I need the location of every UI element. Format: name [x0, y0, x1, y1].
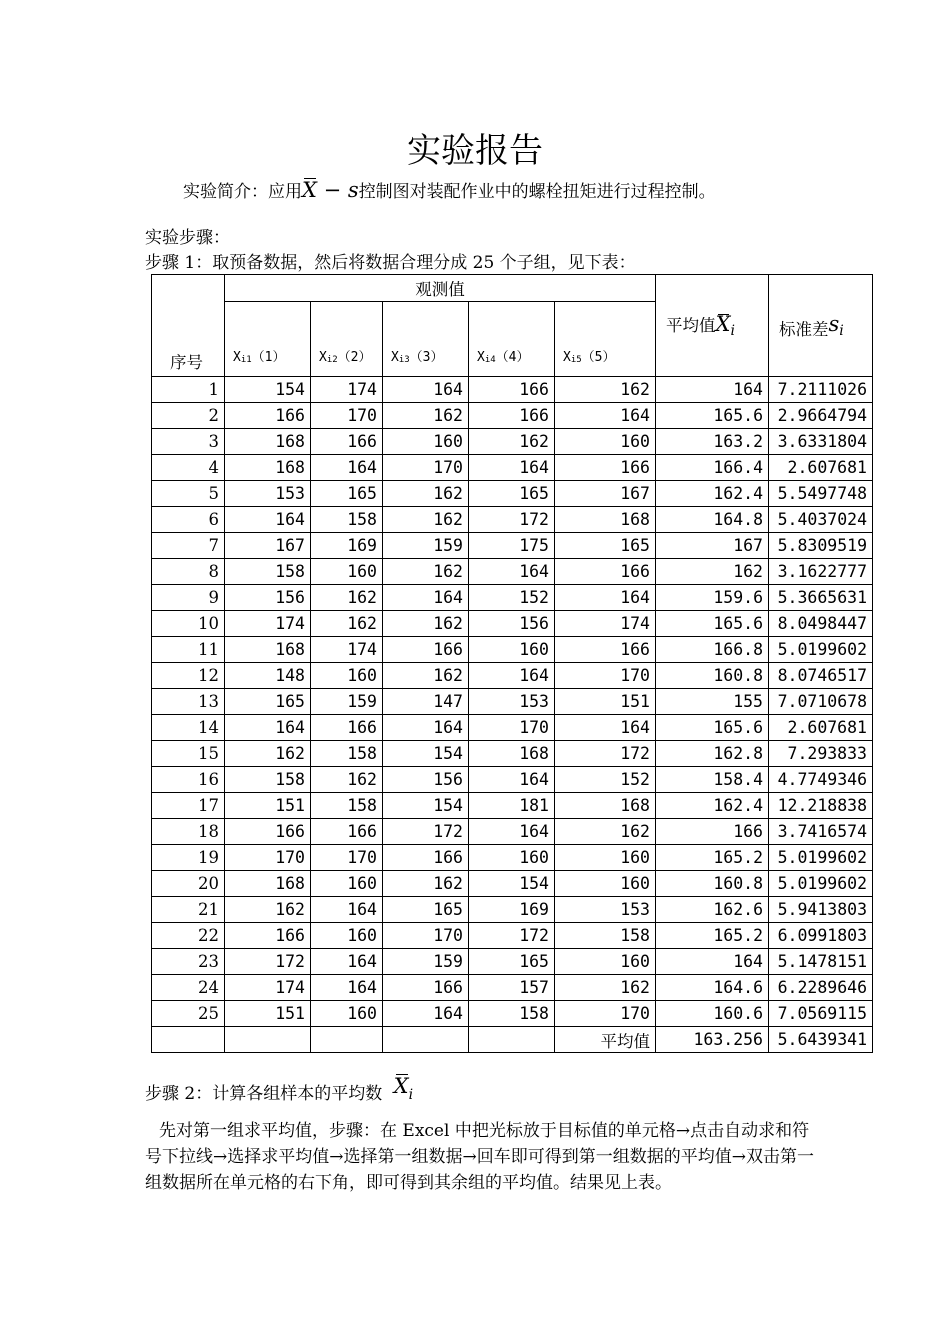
cell-std: 5.1478151 [769, 949, 873, 975]
cell-seq: 20 [152, 871, 225, 897]
cell-x5: 164 [555, 585, 656, 611]
table-row [152, 533, 873, 559]
cell-x2: 170 [311, 403, 383, 429]
cell-x3: 164 [383, 377, 469, 403]
cell-x3: 162 [383, 403, 469, 429]
cell-seq: 12 [152, 663, 225, 689]
header-mean [656, 275, 769, 377]
cell-seq: 5 [152, 481, 225, 507]
cell-x4: 154 [469, 871, 555, 897]
cell-x4: 158 [469, 1001, 555, 1027]
cell-std: 7.293833 [769, 741, 873, 767]
cell-x5: 170 [555, 1001, 656, 1027]
cell-seq: 7 [152, 533, 225, 559]
cell-x5: 162 [555, 819, 656, 845]
cell-x2: 162 [311, 611, 383, 637]
cell-x5: 160 [555, 871, 656, 897]
table-row [152, 819, 873, 845]
header-mean-symbol: X [715, 312, 731, 336]
header-col-label: （2） [337, 350, 372, 365]
cell-x1: 170 [225, 845, 311, 871]
header-seq: 序号 [152, 275, 225, 377]
footer-empty-1 [152, 1027, 225, 1053]
cell-std: 7.2111026 [769, 377, 873, 403]
table-row [152, 871, 873, 897]
cell-x4: 164 [469, 663, 555, 689]
cell-std: 5.8309519 [769, 533, 873, 559]
cell-x4: 164 [469, 767, 555, 793]
table-row [152, 611, 873, 637]
header-mean-label: 平均值 [666, 316, 716, 335]
cell-x5: 160 [555, 845, 656, 871]
cell-x1: 168 [225, 871, 311, 897]
cell-x3: 154 [383, 741, 469, 767]
cell-x1: 162 [225, 741, 311, 767]
footer-empty-3 [311, 1027, 383, 1053]
table-row [152, 897, 873, 923]
cell-x1: 148 [225, 663, 311, 689]
cell-mean: 163.2 [656, 429, 769, 455]
cell-x5: 166 [555, 455, 656, 481]
cell-x2: 158 [311, 741, 383, 767]
cell-x1: 162 [225, 897, 311, 923]
cell-x2: 174 [311, 637, 383, 663]
table-row [152, 689, 873, 715]
cell-x4: 164 [469, 559, 555, 585]
step1-text: 步骤 1：取预备数据，然后将数据合理分成 25 个子组，见下表： [145, 253, 636, 273]
cell-mean: 160.8 [656, 663, 769, 689]
cell-x1: 164 [225, 715, 311, 741]
cell-x2: 159 [311, 689, 383, 715]
cell-x1: 153 [225, 481, 311, 507]
table-row [152, 741, 873, 767]
header-col-x: X [233, 350, 241, 365]
table-row [152, 949, 873, 975]
cell-x2: 164 [311, 949, 383, 975]
cell-seq: 1 [152, 377, 225, 403]
cell-seq: 15 [152, 741, 225, 767]
cell-std: 8.0498447 [769, 611, 873, 637]
cell-x1: 151 [225, 1001, 311, 1027]
cell-x4: 153 [469, 689, 555, 715]
step2-symbol: X [393, 1074, 409, 1098]
cell-x2: 169 [311, 533, 383, 559]
cell-mean: 165.2 [656, 923, 769, 949]
cell-seq: 11 [152, 637, 225, 663]
cell-x2: 160 [311, 1001, 383, 1027]
cell-seq: 23 [152, 949, 225, 975]
cell-seq: 19 [152, 845, 225, 871]
cell-mean: 160.8 [656, 871, 769, 897]
step2-text: 步骤 2：计算各组样本的平均数 [145, 1084, 383, 1104]
cell-x2: 165 [311, 481, 383, 507]
header-std-index: i [839, 322, 844, 339]
cell-x1: 168 [225, 455, 311, 481]
cell-x1: 174 [225, 975, 311, 1001]
cell-x2: 170 [311, 845, 383, 871]
footer-mean: 163.256 [656, 1027, 769, 1053]
cell-std: 2.607681 [769, 455, 873, 481]
cell-x3: 159 [383, 533, 469, 559]
step2-index: i [408, 1087, 414, 1103]
cell-x3: 162 [383, 481, 469, 507]
cell-x4: 181 [469, 793, 555, 819]
cell-x2: 166 [311, 819, 383, 845]
cell-std: 5.3665631 [769, 585, 873, 611]
cell-mean: 165.2 [656, 845, 769, 871]
table-row [152, 429, 873, 455]
formula-xbar: X [302, 178, 317, 202]
cell-mean: 164 [656, 949, 769, 975]
cell-std: 5.0199602 [769, 871, 873, 897]
cell-x2: 166 [311, 429, 383, 455]
table-row [152, 403, 873, 429]
cell-x2: 158 [311, 507, 383, 533]
table-row [152, 975, 873, 1001]
cell-x3: 162 [383, 559, 469, 585]
table-row [152, 715, 873, 741]
header-col-sub: i5 [570, 355, 582, 365]
cell-mean: 158.4 [656, 767, 769, 793]
cell-x1: 164 [225, 507, 311, 533]
cell-x2: 166 [311, 715, 383, 741]
cell-x4: 160 [469, 845, 555, 871]
cell-std: 6.0991803 [769, 923, 873, 949]
cell-x3: 159 [383, 949, 469, 975]
cell-x4: 160 [469, 637, 555, 663]
cell-std: 7.0569115 [769, 1001, 873, 1027]
cell-x1: 158 [225, 767, 311, 793]
header-col-2 [311, 302, 383, 377]
cell-x5: 160 [555, 949, 656, 975]
formula-s: s [347, 178, 359, 202]
cell-x2: 160 [311, 871, 383, 897]
header-std-label: 标准差 [779, 319, 829, 339]
explanation-text: 先对第一组求平均值，步骤：在 Excel 中把光标放于目标值的单元格→点击自动求和符号下拉线→选择求平均值→选择第一组数据→回车即可得到第一组数据的平均值→双击第一组数据所在单元格的右下角，即可得到其余组的平均值。结果见上表。 [145, 1121, 814, 1193]
cell-std: 3.1622777 [769, 559, 873, 585]
table-row [152, 377, 873, 403]
cell-mean: 160.6 [656, 1001, 769, 1027]
cell-x1: 165 [225, 689, 311, 715]
cell-x3: 162 [383, 871, 469, 897]
cell-x3: 166 [383, 975, 469, 1001]
cell-x4: 172 [469, 507, 555, 533]
cell-x5: 174 [555, 611, 656, 637]
cell-seq: 14 [152, 715, 225, 741]
cell-seq: 4 [152, 455, 225, 481]
cell-x3: 154 [383, 793, 469, 819]
cell-x4: 172 [469, 923, 555, 949]
cell-x4: 170 [469, 715, 555, 741]
cell-std: 5.0199602 [769, 845, 873, 871]
cell-x2: 158 [311, 793, 383, 819]
cell-x5: 164 [555, 403, 656, 429]
cell-x1: 174 [225, 611, 311, 637]
table-row [152, 663, 873, 689]
cell-seq: 2 [152, 403, 225, 429]
cell-x3: 147 [383, 689, 469, 715]
cell-x5: 164 [555, 715, 656, 741]
cell-seq: 9 [152, 585, 225, 611]
intro-suffix: 控制图对装配作业中的螺栓扭矩进行过程控制。 [358, 182, 716, 202]
cell-mean: 165.6 [656, 715, 769, 741]
cell-mean: 165.6 [656, 611, 769, 637]
header-col-sub: i2 [326, 355, 338, 365]
cell-x5: 162 [555, 975, 656, 1001]
cell-x3: 172 [383, 819, 469, 845]
cell-x4: 165 [469, 481, 555, 507]
cell-seq: 16 [152, 767, 225, 793]
header-col-x: X [391, 350, 399, 365]
cell-x3: 164 [383, 715, 469, 741]
cell-x5: 168 [555, 507, 656, 533]
header-col-x: X [477, 350, 485, 365]
cell-x3: 162 [383, 663, 469, 689]
cell-x5: 162 [555, 377, 656, 403]
header-std [769, 275, 873, 377]
data-table [151, 274, 873, 1053]
cell-x1: 168 [225, 429, 311, 455]
steps-label: 实验步骤： [145, 228, 230, 248]
header-col-x: X [563, 350, 571, 365]
table-row [152, 481, 873, 507]
cell-mean: 164.6 [656, 975, 769, 1001]
cell-x1: 158 [225, 559, 311, 585]
cell-x5: 152 [555, 767, 656, 793]
cell-x3: 170 [383, 455, 469, 481]
cell-mean: 164.8 [656, 507, 769, 533]
header-col-4 [469, 302, 555, 377]
cell-x1: 166 [225, 923, 311, 949]
cell-x3: 164 [383, 585, 469, 611]
cell-mean: 166.8 [656, 637, 769, 663]
cell-x2: 164 [311, 455, 383, 481]
cell-std: 6.2289646 [769, 975, 873, 1001]
cell-seq: 10 [152, 611, 225, 637]
table-row [152, 637, 873, 663]
cell-x5: 172 [555, 741, 656, 767]
footer-empty-2 [225, 1027, 311, 1053]
cell-x5: 166 [555, 637, 656, 663]
cell-std: 8.0746517 [769, 663, 873, 689]
cell-std: 3.6331804 [769, 429, 873, 455]
intro-prefix: 实验简介：应用 [183, 182, 302, 202]
cell-seq: 18 [152, 819, 225, 845]
cell-seq: 6 [152, 507, 225, 533]
header-col-label: （4） [495, 350, 530, 365]
cell-x2: 162 [311, 585, 383, 611]
page-title: 实验报告 [407, 131, 543, 171]
cell-x2: 164 [311, 897, 383, 923]
cell-mean: 162.4 [656, 481, 769, 507]
cell-x1: 167 [225, 533, 311, 559]
cell-mean: 162.8 [656, 741, 769, 767]
table-row [152, 845, 873, 871]
header-col-sub: i3 [398, 355, 410, 365]
cell-seq: 17 [152, 793, 225, 819]
cell-x3: 156 [383, 767, 469, 793]
cell-x5: 153 [555, 897, 656, 923]
cell-x1: 151 [225, 793, 311, 819]
cell-x1: 154 [225, 377, 311, 403]
cell-x3: 162 [383, 611, 469, 637]
cell-std: 3.7416574 [769, 819, 873, 845]
header-col-5 [555, 302, 656, 377]
cell-x4: 166 [469, 377, 555, 403]
explanation-paragraph [145, 1118, 815, 1196]
cell-x4: 152 [469, 585, 555, 611]
cell-mean: 162.6 [656, 897, 769, 923]
step2-line [145, 1072, 413, 1109]
header-std-symbol: s [828, 311, 840, 336]
cell-seq: 25 [152, 1001, 225, 1027]
table-row [152, 1001, 873, 1027]
cell-x5: 170 [555, 663, 656, 689]
cell-mean: 159.6 [656, 585, 769, 611]
header-mean-index: i [730, 323, 735, 339]
header-col-label: （3） [409, 350, 444, 365]
cell-x4: 164 [469, 819, 555, 845]
header-col-sub: i4 [484, 355, 496, 365]
cell-std: 7.0710678 [769, 689, 873, 715]
cell-x2: 160 [311, 663, 383, 689]
cell-x5: 168 [555, 793, 656, 819]
cell-x3: 160 [383, 429, 469, 455]
cell-mean: 164 [656, 377, 769, 403]
cell-x4: 162 [469, 429, 555, 455]
cell-x1: 172 [225, 949, 311, 975]
table-row [152, 559, 873, 585]
cell-x4: 166 [469, 403, 555, 429]
cell-std: 5.9413803 [769, 897, 873, 923]
cell-std: 2.9664794 [769, 403, 873, 429]
cell-mean: 165.6 [656, 403, 769, 429]
cell-seq: 22 [152, 923, 225, 949]
cell-x5: 160 [555, 429, 656, 455]
cell-x1: 156 [225, 585, 311, 611]
cell-x4: 164 [469, 455, 555, 481]
cell-x5: 165 [555, 533, 656, 559]
formula-minus: − [316, 178, 348, 202]
cell-std: 12.218838 [769, 793, 873, 819]
cell-x5: 167 [555, 481, 656, 507]
cell-x4: 175 [469, 533, 555, 559]
table-row [152, 507, 873, 533]
cell-mean: 155 [656, 689, 769, 715]
cell-x1: 166 [225, 819, 311, 845]
cell-x2: 162 [311, 767, 383, 793]
cell-x5: 166 [555, 559, 656, 585]
cell-seq: 8 [152, 559, 225, 585]
table-row [152, 923, 873, 949]
table-row [152, 767, 873, 793]
header-col-1 [225, 302, 311, 377]
cell-x2: 160 [311, 559, 383, 585]
intro-line [183, 176, 716, 206]
cell-x3: 164 [383, 1001, 469, 1027]
cell-x3: 170 [383, 923, 469, 949]
cell-x1: 166 [225, 403, 311, 429]
cell-seq: 3 [152, 429, 225, 455]
cell-std: 2.607681 [769, 715, 873, 741]
cell-seq: 21 [152, 897, 225, 923]
header-col-label: （1） [251, 350, 286, 365]
cell-x3: 166 [383, 637, 469, 663]
table-row [152, 585, 873, 611]
cell-x2: 160 [311, 923, 383, 949]
cell-x3: 162 [383, 507, 469, 533]
cell-x4: 169 [469, 897, 555, 923]
header-col-sub: i1 [240, 355, 252, 365]
cell-seq: 24 [152, 975, 225, 1001]
cell-x5: 151 [555, 689, 656, 715]
cell-mean: 162 [656, 559, 769, 585]
header-col-x: X [319, 350, 327, 365]
cell-seq: 13 [152, 689, 225, 715]
cell-x1: 168 [225, 637, 311, 663]
formula [302, 178, 359, 202]
cell-std: 5.5497748 [769, 481, 873, 507]
header-col-label: （5） [581, 350, 616, 365]
cell-mean: 166 [656, 819, 769, 845]
table-row [152, 455, 873, 481]
cell-x3: 165 [383, 897, 469, 923]
cell-x4: 168 [469, 741, 555, 767]
cell-x5: 158 [555, 923, 656, 949]
header-observed: 观测值 [225, 275, 656, 302]
cell-x2: 164 [311, 975, 383, 1001]
cell-mean: 166.4 [656, 455, 769, 481]
cell-x4: 165 [469, 949, 555, 975]
cell-x4: 156 [469, 611, 555, 637]
cell-std: 4.7749346 [769, 767, 873, 793]
cell-std: 5.4037024 [769, 507, 873, 533]
footer-label: 平均值 [555, 1027, 656, 1053]
cell-x4: 157 [469, 975, 555, 1001]
cell-mean: 162.4 [656, 793, 769, 819]
cell-x3: 166 [383, 845, 469, 871]
header-col-3 [383, 302, 469, 377]
table-row [152, 793, 873, 819]
footer-std: 5.6439341 [769, 1027, 873, 1053]
footer-empty-5 [469, 1027, 555, 1053]
cell-x2: 174 [311, 377, 383, 403]
cell-std: 5.0199602 [769, 637, 873, 663]
footer-empty-4 [383, 1027, 469, 1053]
cell-mean: 167 [656, 533, 769, 559]
